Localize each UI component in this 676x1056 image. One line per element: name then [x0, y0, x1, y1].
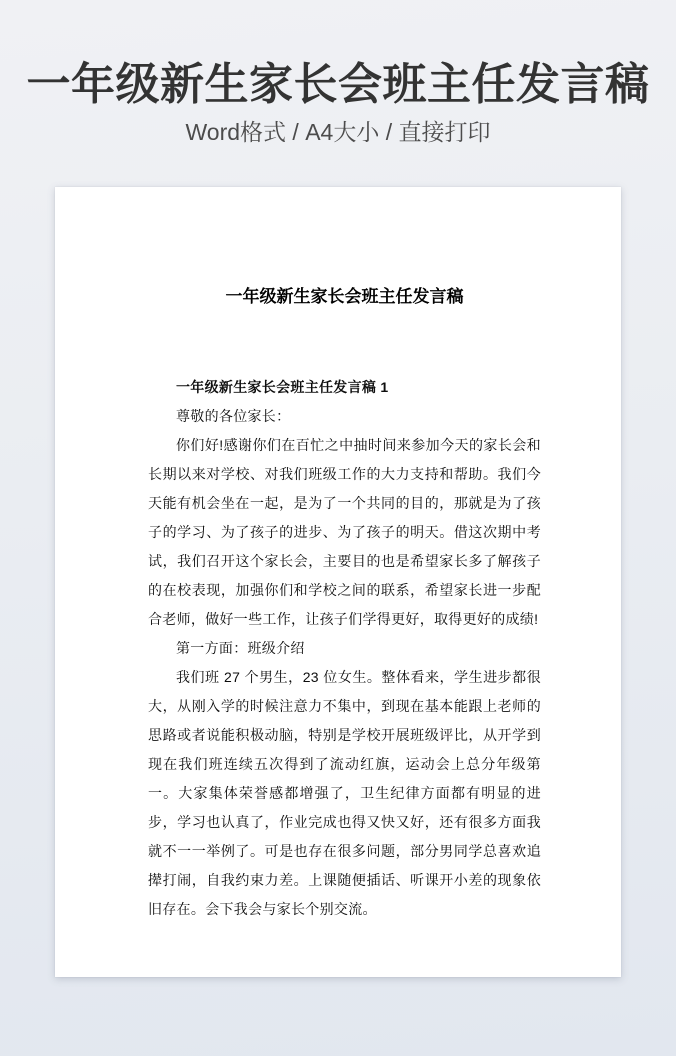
document-paragraph: 尊敬的各位家长：: [176, 408, 291, 424]
document-paragraph: 你们好!感谢你们在百忙之中抽时间来参加今天的家长会和长期以来对学校、对我们班级工作的大力支持和帮助。我们今天能有机会坐在一起，是为了一个共同的目的，那就是为了孩子的学习、为了孩子的进步、为了孩子的明天。借这次期中考试，我们召开这个家长会，主要目的也是希望家长多了解孩子的在校表现，加强你们和学校之间的联系，希望家长进一步配合老师，做好一些工作，让孩子们学得更好，取得更好的成绩!: [148, 437, 541, 627]
document-page: [55, 187, 621, 977]
page-title: 一年级新生家长会班主任发言稿: [26, 60, 650, 109]
document-paragraph: 我们班 27 个男生，23 位女生。整体看来，学生进步都很大，从刚入学的时候注意力不集中，到现在基本能跟上老师的思路或者说能积极动脑，特别是学校开展班级评比，从开学到现在我们班连续五次得到了流动红旗，运动会上总分年级第一。大家集体荣誉感都增强了，卫生纪律方面都有明显的进步，学习也认真了，作业完成也得又快又好，还有很多方面我就不一一举例了。可是也存在很多问题，部分男同学总喜欢追撵打闹，自我约束力差。上课随便插话、听课开小差的现象依旧存在。会下我会与家长个别交流。: [148, 669, 541, 917]
document-paragraph: 一年级新生家长会班主任发言稿 1: [176, 379, 389, 395]
page-subtitle: Word格式 / A4大小 / 直接打印: [185, 119, 491, 145]
page-header: [0, 0, 676, 146]
document-title: 一年级新生家长会班主任发言稿: [225, 287, 464, 306]
document-body: [148, 373, 541, 924]
document-paragraph: 第一方面：班级介绍: [176, 640, 305, 656]
